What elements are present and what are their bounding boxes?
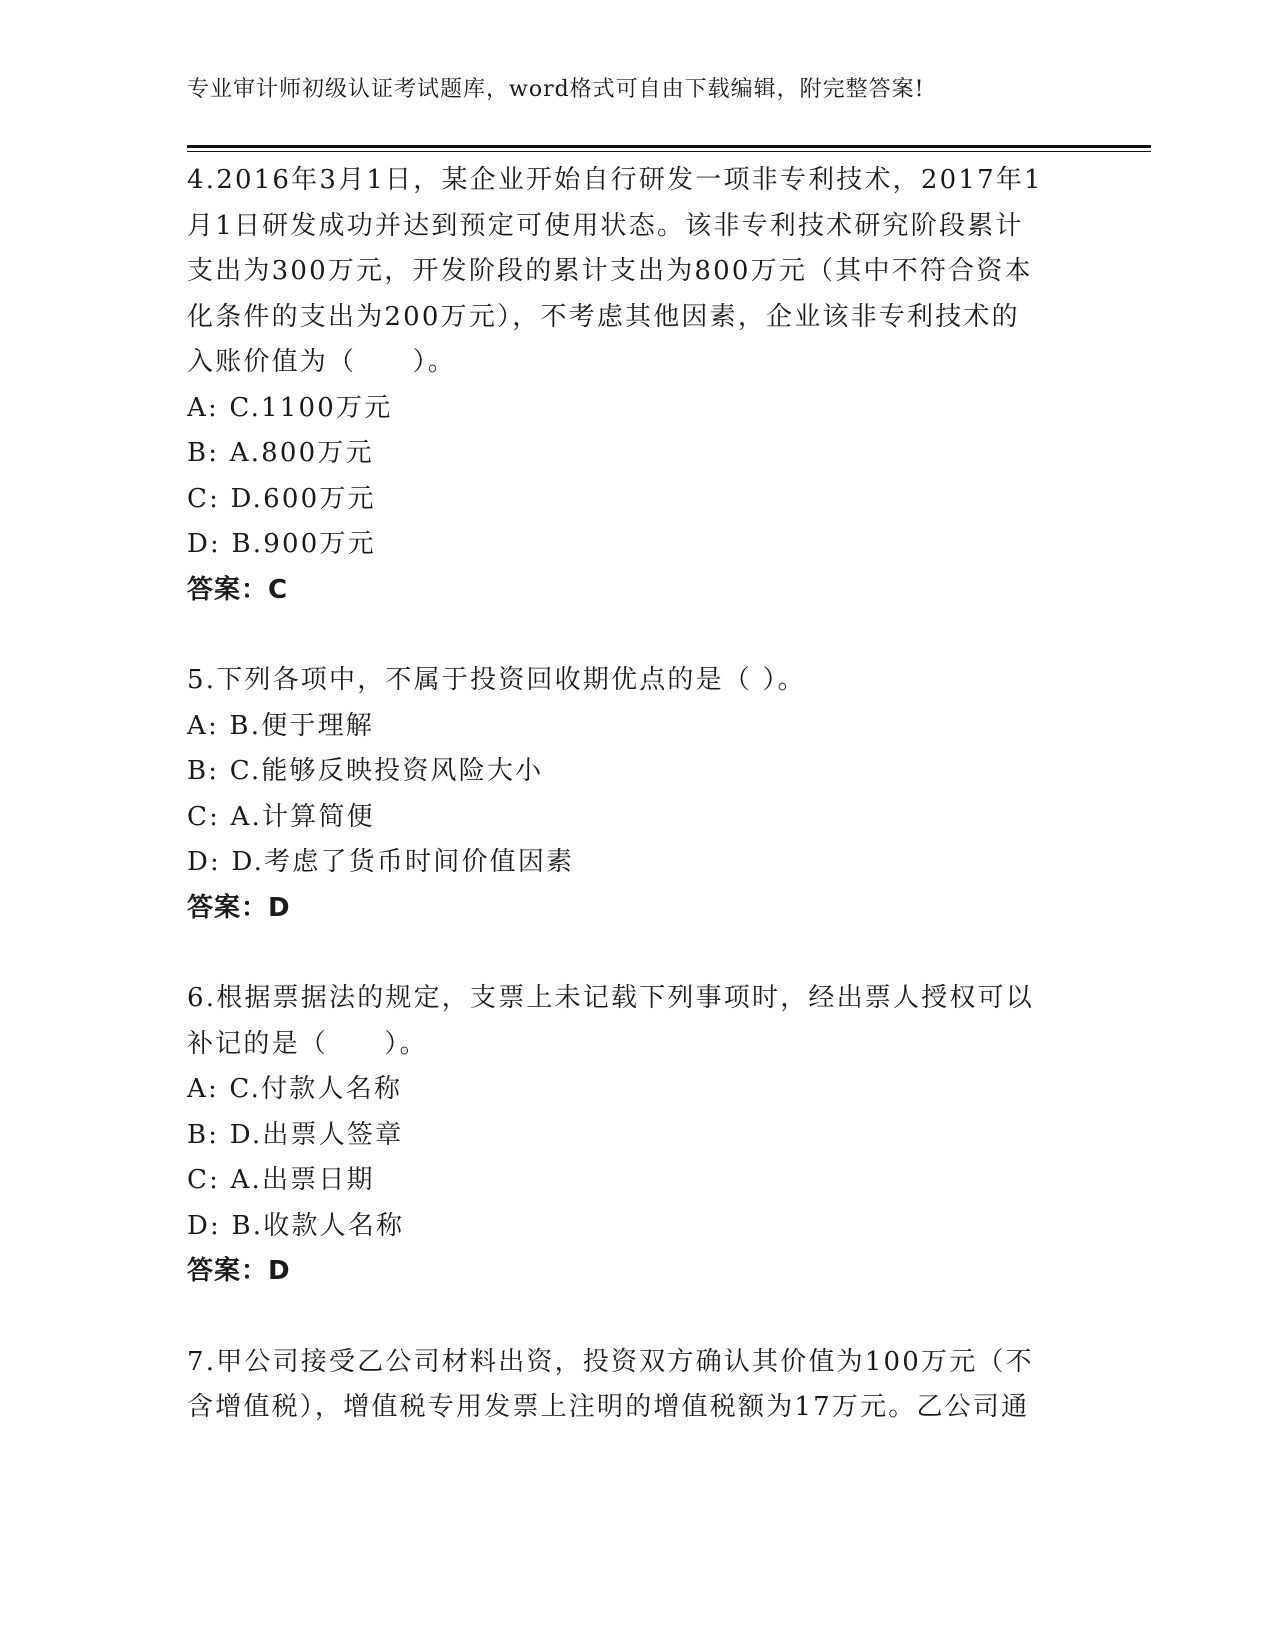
option-d: D: D.考虑了货币时间价值因素 bbox=[187, 847, 575, 877]
question-stem-line: 5.下列各项中，不属于投资回收期优点的是（ ）。 bbox=[187, 665, 806, 695]
question-stem-line: 6.根据票据法的规定，支票上未记载下列事项时，经出票人授权可以 bbox=[187, 983, 1035, 1013]
option-d: D: B.收款人名称 bbox=[187, 1210, 405, 1241]
question-7 bbox=[187, 1340, 1067, 1431]
page-header: 专业审计师初级认证考试题库，word格式可自由下载编辑，附完整答案! bbox=[187, 77, 925, 102]
option-a: A: C.1100万元 bbox=[187, 392, 393, 423]
question-6 bbox=[187, 976, 1067, 1295]
answer-label: 答案：C bbox=[187, 574, 289, 605]
question-stem-line: 含增值税），增值税专用发票上注明的增值税额为17万元。乙公司通 bbox=[187, 1392, 1030, 1422]
question-stem-line: 7.甲公司接受乙公司材料出资，投资双方确认其价值为100万元（不 bbox=[187, 1346, 1034, 1377]
option-a: A: C.付款人名称 bbox=[187, 1074, 403, 1104]
question-list bbox=[187, 158, 1067, 1431]
question-stem-line: 支出为300万元，开发阶段的累计支出为800万元（其中不符合资本 bbox=[187, 256, 1033, 286]
option-c: C: D.600万元 bbox=[187, 483, 376, 514]
option-a: A: B.便于理解 bbox=[187, 710, 374, 741]
question-stem-line: 补记的是（ ）。 bbox=[187, 1028, 428, 1059]
option-d: D: B.900万元 bbox=[187, 529, 376, 559]
header-rule-thin bbox=[187, 151, 1151, 152]
question-stem-line: 月1日研发成功并达到预定可使用状态。该非专利技术研究阶段累计 bbox=[187, 210, 1024, 241]
option-b: B: D.出票人签章 bbox=[187, 1119, 404, 1150]
question-stem-line: 4.2016年3月1日，某企业开始自行研发一项非专利技术，2017年1 bbox=[187, 165, 1043, 195]
header-rule bbox=[187, 145, 1151, 148]
question-stem-line: 化条件的支出为200万元），不考虑其他因素，企业该非专利技术的 bbox=[187, 301, 1020, 332]
question-5 bbox=[187, 658, 1067, 931]
option-c: C: A.出票日期 bbox=[187, 1165, 375, 1195]
option-b: B: A.800万元 bbox=[187, 438, 374, 468]
option-b: B: C.能够反映投资风险大小 bbox=[187, 756, 544, 786]
answer-label: 答案：D bbox=[187, 1256, 291, 1286]
question-stem-line: 入账价值为（ ）。 bbox=[187, 347, 457, 377]
answer-label: 答案：D bbox=[187, 892, 291, 923]
option-c: C: A.计算简便 bbox=[187, 801, 375, 832]
question-4 bbox=[187, 158, 1067, 613]
